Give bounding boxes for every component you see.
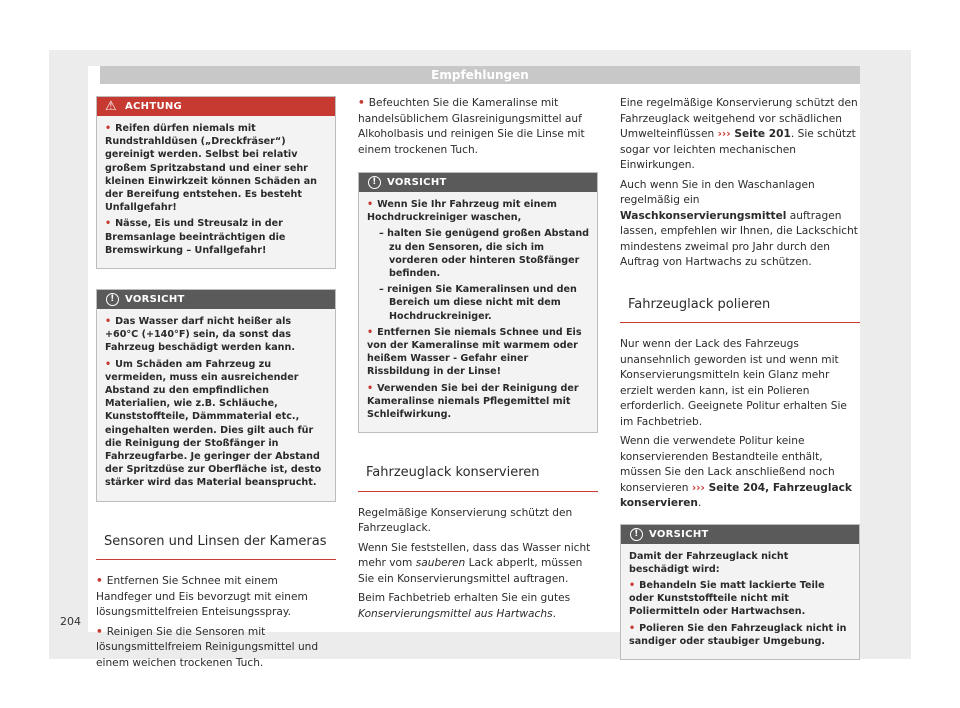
cross-reference-arrow-icon: ››› bbox=[691, 481, 709, 494]
dash-icon: – bbox=[379, 228, 388, 240]
paragraph bbox=[620, 178, 860, 271]
caution-item-text: Das Wasser darf nicht heißer als +60°C (+140°F) sein, da sonst das Fahrzeug beschädigt werden kann. bbox=[105, 316, 295, 354]
bullet-icon: • bbox=[358, 97, 365, 109]
item-text: Befeuchten Sie die Kameralinse mit handelsüblichem Glasreinigungsmittel auf Alkoholbasis und reinigen Sie die Linse mit einem trockenen Tuch. bbox=[358, 97, 585, 156]
caution-item-text: Um Schäden am Fahrzeug zu vermeiden, muss ein ausreichender Abstand zu den empfindlichen Materialien, wie z.B. Schläuche, Kunststoffteile, Dämmmaterial etc., eingehalten werden. Dies gilt auch für die Reinigung der Stoßfänger in Fahrzeugfarbe. Je geringer der Abstand der Spritzdüse zur Oberfläche ist, desto stärker wird das Material beansprucht. bbox=[105, 358, 322, 489]
text-span: Auch wenn Sie in den Waschanlagen regelmäßig ein bbox=[620, 178, 815, 206]
list-item bbox=[358, 96, 598, 158]
list-item bbox=[629, 622, 851, 648]
text-span: . bbox=[552, 607, 556, 620]
page-reference-link[interactable]: Seite 204, Fahrzeuglack konservieren bbox=[620, 481, 852, 509]
list-item bbox=[105, 217, 327, 257]
caution-title: VORSICHT bbox=[649, 528, 709, 540]
section-title: Fahrzeuglack konservieren bbox=[358, 461, 598, 492]
list-item bbox=[367, 198, 589, 224]
list-item bbox=[629, 579, 851, 619]
text-span: Lack abperlt, müssen Sie ein Konservierungsmittel auftragen. bbox=[358, 557, 583, 585]
item-text: Reinigen Sie die Sensoren mit lösungsmittelfreiem Reinigungsmittel und einem weichen trockenen Tuch. bbox=[96, 625, 319, 669]
text-span: auftragen lassen, empfehlen wir Ihnen, die Lackschicht mindestens zweimal pro Jahr durch den Auftrag von Hartwachs zu schützen. bbox=[620, 209, 858, 268]
bold-text: Waschkonservierungsmittel bbox=[620, 209, 787, 222]
warning-box bbox=[96, 96, 336, 269]
warning-title: ACHTUNG bbox=[125, 101, 183, 112]
caution-body bbox=[359, 192, 597, 432]
text-span: . Sie schützt sogar vor leichten mechanischen Einwirkungen. bbox=[620, 128, 856, 171]
bullet-icon: • bbox=[629, 579, 636, 591]
paragraph: Nur wenn der Lack des Fahrzeugs unansehnlich geworden ist und wenn mit Konservierungsmitteln kein Glanz mehr erzielt werden kann, ist ein Polieren erforderlich. Geeignete Politur erhalten Sie im Fachbetrieb. bbox=[620, 338, 847, 428]
warning-header bbox=[97, 97, 335, 116]
text-span: Wenn Sie feststellen, dass das Wasser nicht mehr vom bbox=[358, 541, 591, 570]
caution-title: VORSICHT bbox=[125, 294, 185, 306]
page-header: Empfehlungen bbox=[100, 66, 860, 84]
list-item bbox=[367, 326, 589, 379]
list-item bbox=[96, 574, 336, 621]
caution-box bbox=[96, 289, 336, 502]
paragraph: Regelmäßige Konservierung schützt den Fahrzeuglack. bbox=[358, 506, 573, 535]
bullet-icon: • bbox=[629, 622, 636, 634]
caution-body bbox=[621, 544, 859, 659]
italic-text: sauberen bbox=[415, 557, 466, 570]
caution-item-text: Entfernen Sie niemals Schnee und Eis von der Kameralinse mit warmem oder heißem Wasser - Gefahr einer Rissbildung in der Linse! bbox=[367, 326, 582, 378]
caution-item-text: Polieren Sie den Fahrzeuglack nicht in sandiger oder staubiger Umgebung. bbox=[629, 622, 847, 647]
text-span: . bbox=[697, 497, 702, 509]
page-number: 204 bbox=[60, 615, 81, 628]
caution-circle-icon: ! bbox=[368, 176, 381, 189]
caution-circle-icon: ! bbox=[630, 528, 643, 541]
list-item bbox=[105, 358, 327, 490]
caution-header bbox=[359, 173, 597, 192]
list-item bbox=[105, 315, 327, 355]
caution-box bbox=[620, 524, 860, 660]
bullet-icon: • bbox=[367, 199, 374, 210]
caution-header bbox=[97, 290, 335, 309]
caution-item-text: Wenn Sie Ihr Fahrzeug mit einem Hochdruckreiniger waschen, bbox=[367, 199, 557, 224]
dash-item-text: reinigen Sie Kameralinsen und den Bereich um diese nicht mit dem Hochdruckreiniger. bbox=[387, 284, 577, 322]
warning-triangle-icon: ⚠ bbox=[105, 99, 117, 114]
warning-body bbox=[97, 116, 335, 268]
bullet-icon: • bbox=[105, 316, 112, 328]
dash-icon: – bbox=[379, 284, 388, 296]
section-title: Fahrzeuglack polieren bbox=[620, 293, 860, 324]
caution-body bbox=[97, 309, 335, 501]
text-span: Eine regelmäßige Konservierung schützt den Fahrzeuglack weitgehend vor schädlichen Umwelteinflüssen bbox=[620, 97, 858, 140]
page-reference-link[interactable]: Seite 201 bbox=[734, 128, 791, 140]
column-2 bbox=[358, 96, 598, 626]
caution-item-text: Verwenden Sie bei der Reinigung der Kameralinse niemals Pflegemittel mit Schleifwirkung. bbox=[367, 382, 579, 421]
item-text: Entfernen Sie Schnee mit einem Handfeger und Eis bevorzugt mit einem lösungsmittelfreien Enteisungsspray. bbox=[96, 575, 308, 619]
list-item bbox=[367, 382, 589, 422]
paragraph bbox=[358, 591, 598, 622]
warning-item-text: Nässe, Eis und Streusalz in der Bremsanlage beeinträchtigen die Bremswirkung – Unfallgefahr! bbox=[105, 218, 286, 256]
paragraph bbox=[620, 96, 860, 174]
dash-item bbox=[367, 283, 589, 323]
column-1 bbox=[96, 96, 336, 675]
bullet-icon: • bbox=[105, 358, 112, 370]
italic-text: Konservierungsmittel aus Hartwachs bbox=[358, 607, 553, 620]
section-title: Sensoren und Linsen der Kameras bbox=[96, 530, 336, 561]
dash-item-text: halten Sie genügend großen Abstand zu den Sensoren, die sich im vorderen oder hinteren Stoßfänger befinden. bbox=[387, 228, 590, 280]
list-item bbox=[96, 625, 336, 672]
text-span: Wenn die verwendete Politur keine konservierenden Bestandteile enthält, müssen Sie den Lack anschließend noch konservieren bbox=[620, 435, 835, 494]
caution-title: VORSICHT bbox=[387, 177, 447, 188]
text-span: Beim Fachbetrieb erhalten Sie ein gutes bbox=[358, 592, 571, 605]
caution-header bbox=[621, 525, 859, 544]
list-item bbox=[105, 122, 327, 214]
caution-lead-text: Damit der Fahrzeuglack nicht beschädigt wird: bbox=[629, 550, 789, 575]
caution-box bbox=[358, 172, 598, 433]
caution-item-text: Behandeln Sie matt lackierte Teile oder Kunststoffteile nicht mit Poliermitteln oder Hartwachsen. bbox=[629, 579, 825, 618]
bullet-icon: • bbox=[96, 575, 103, 588]
bullet-icon: • bbox=[105, 123, 112, 134]
warning-item-text: Reifen dürfen niemals mit Rundstrahldüsen („Dreckfräser“) gereinigt werden. Selbst bei relativ großem Spritzabstand und einer sehr kleinen Einwirkzeit können Schäden an der Bereifung entstehen. Es besteht Unfallgefahr! bbox=[105, 123, 318, 214]
paragraph bbox=[358, 541, 598, 588]
column-3 bbox=[620, 96, 860, 680]
bullet-icon: • bbox=[367, 382, 374, 394]
bullet-icon: • bbox=[96, 625, 103, 638]
dash-item bbox=[367, 227, 589, 280]
caution-circle-icon: ! bbox=[106, 293, 119, 306]
bullet-icon: • bbox=[367, 326, 374, 338]
cross-reference-arrow-icon: ››› bbox=[717, 128, 735, 140]
bullet-icon: • bbox=[105, 218, 112, 230]
paragraph bbox=[620, 434, 860, 512]
